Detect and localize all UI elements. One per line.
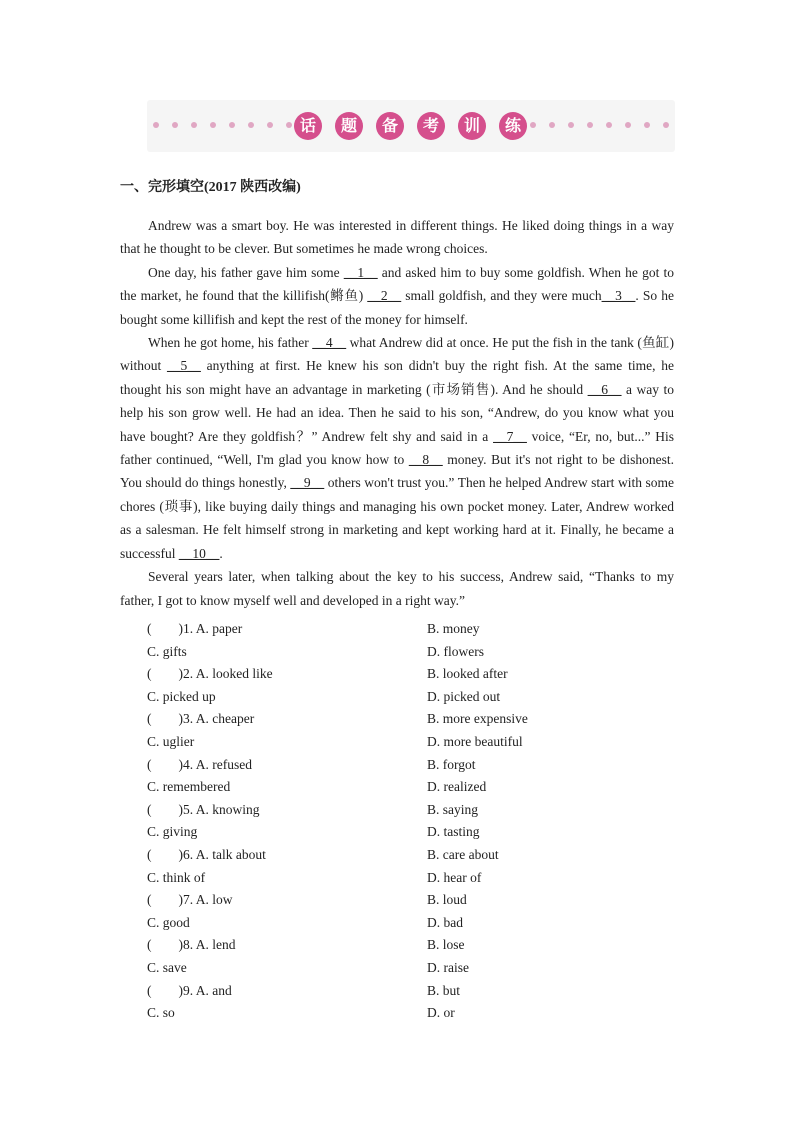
option-c: C. good (147, 914, 190, 930)
dot (549, 122, 555, 128)
answer-options (147, 618, 675, 1025)
option-b: B. loud (427, 892, 467, 908)
question-row (147, 708, 675, 731)
option-a: ( )6. A. talk about (147, 846, 266, 862)
topic-banner (147, 100, 675, 152)
banner-char: 题 (335, 112, 363, 140)
question-row (147, 1002, 675, 1025)
blank-3: __3__ (601, 288, 636, 304)
option-a: ( )1. A. paper (147, 621, 243, 636)
option-d: D. picked out (427, 688, 501, 704)
text: small goldfish, and they were much (401, 288, 602, 304)
text: . So he bought some killifish and kept the rest of the money for himself. (120, 288, 674, 327)
dot (587, 122, 593, 128)
option-c: C. giving (147, 824, 198, 840)
text: others won't trust you.” Then he helped Andrew start with some chores (琐事), like buying daily things and managing his own pocket money. Later, Andrew worked as a salesman. He felt himself strong in marketing and kept working hard at it. Finally, he became a successful (120, 475, 674, 561)
option-a: ( )5. A. knowing (147, 801, 260, 817)
text: When he got home, his father (148, 335, 313, 351)
option-c: C. so (147, 1005, 175, 1021)
option-c: C. save (147, 959, 187, 975)
blank-7: __7__ (493, 428, 527, 444)
option-b: B. money (427, 621, 480, 636)
cloze-passage (120, 214, 674, 612)
blank-1: __1__ (343, 264, 378, 280)
text: what Andrew did at once. He put the fish in the tank (鱼缸) without (120, 335, 674, 374)
banner-char: 训 (458, 112, 486, 140)
paragraph-2 (120, 261, 674, 331)
banner-dots-right (530, 122, 669, 128)
question-row (147, 799, 675, 822)
option-d: D. tasting (427, 824, 480, 840)
question-row (147, 844, 675, 867)
option-a: ( )9. A. and (147, 982, 232, 998)
option-b: B. lose (427, 937, 465, 953)
option-d: D. raise (427, 959, 469, 975)
banner-char: 话 (294, 112, 322, 140)
dot (286, 122, 292, 128)
question-row (147, 754, 675, 777)
question-row (147, 934, 675, 957)
paragraph-3 (120, 331, 674, 565)
question-row (147, 618, 675, 641)
option-a: ( )2. A. looked like (147, 666, 273, 682)
option-d: D. hear of (427, 869, 482, 885)
blank-6: __6__ (587, 381, 622, 397)
dot (663, 122, 669, 128)
banner-title (294, 112, 527, 140)
option-d: D. flowers (427, 643, 484, 659)
blank-2: __2__ (367, 288, 402, 304)
banner-char: 考 (417, 112, 445, 140)
banner-char: 备 (376, 112, 404, 140)
option-b: B. forgot (427, 756, 476, 772)
question-row (147, 776, 675, 799)
option-d: D. or (427, 1005, 455, 1021)
question-row (147, 821, 675, 844)
question-row (147, 641, 675, 664)
paragraph-1: Andrew was a smart boy. He was interested in different things. He liked doing things in a way that he thought to be clever. But sometimes he made wrong choices. (120, 218, 674, 257)
option-b: B. but (427, 982, 461, 998)
dot (229, 122, 235, 128)
option-c: C. gifts (147, 643, 187, 659)
dot (172, 122, 178, 128)
dot (267, 122, 273, 128)
option-d: D. realized (427, 779, 487, 795)
option-b: B. care about (427, 846, 499, 862)
dot (606, 122, 612, 128)
dot (625, 122, 631, 128)
blank-4: __4__ (312, 335, 347, 351)
question-row (147, 912, 675, 935)
option-c: C. picked up (147, 688, 216, 704)
blank-9: __9__ (290, 475, 325, 491)
dot (248, 122, 254, 128)
text: anything at first. He knew his son didn't buy the right fish. At the same time, he thought his son might have an advantage in marketing (市场销售). And he should (120, 358, 674, 397)
dot (153, 122, 159, 128)
dot (530, 122, 536, 128)
option-b: B. more expensive (427, 711, 528, 727)
option-b: B. saying (427, 801, 479, 817)
question-row (147, 663, 675, 686)
dot (191, 122, 197, 128)
question-row (147, 731, 675, 754)
dot (210, 122, 216, 128)
option-c: C. remembered (147, 779, 231, 795)
text: a way to help his son grow well. He had an idea. Then he said to his son, “Andrew, do you know what you have bought? Are they goldfish？” Andrew felt shy and said in a (120, 381, 675, 444)
option-d: D. more beautiful (427, 733, 523, 749)
question-row (147, 889, 675, 912)
option-d: D. bad (427, 914, 463, 930)
blank-10: __10__ (178, 545, 220, 561)
text: . (219, 545, 223, 561)
dot (568, 122, 574, 128)
blank-8: __8__ (408, 452, 443, 468)
section-title: 一、完形填空(2017 陕西改编) (120, 180, 301, 195)
question-row (147, 686, 675, 709)
question-row (147, 867, 675, 890)
option-a: ( )8. A. lend (147, 937, 236, 953)
text: and asked him to buy some goldfish. When he got to the market, he found that the killifish(鳉鱼) (120, 264, 674, 304)
dot (644, 122, 650, 128)
option-b: B. looked after (427, 666, 508, 682)
option-c: C. uglier (147, 733, 195, 749)
option-a: ( )4. A. refused (147, 756, 252, 772)
option-c: C. think of (147, 869, 206, 885)
option-a: ( )7. A. low (147, 892, 233, 908)
blank-5: __5__ (167, 358, 201, 374)
text: money. But it's not right to be dishonest. You should do things honestly, (120, 452, 674, 491)
paragraph-4: Several years later, when talking about the key to his success, Andrew said, “Thanks to my father, I got to know myself well and developed in a right way.” (120, 569, 674, 608)
option-a: ( )3. A. cheaper (147, 711, 255, 727)
banner-char: 练 (499, 112, 527, 140)
question-row (147, 980, 675, 1003)
question-row (147, 957, 675, 980)
banner-dots-left (153, 122, 292, 128)
text: One day, his father gave him some (148, 264, 344, 280)
text: voice, “Er, no, but...” His father continued, “Well, I'm glad you know how to (120, 428, 674, 468)
